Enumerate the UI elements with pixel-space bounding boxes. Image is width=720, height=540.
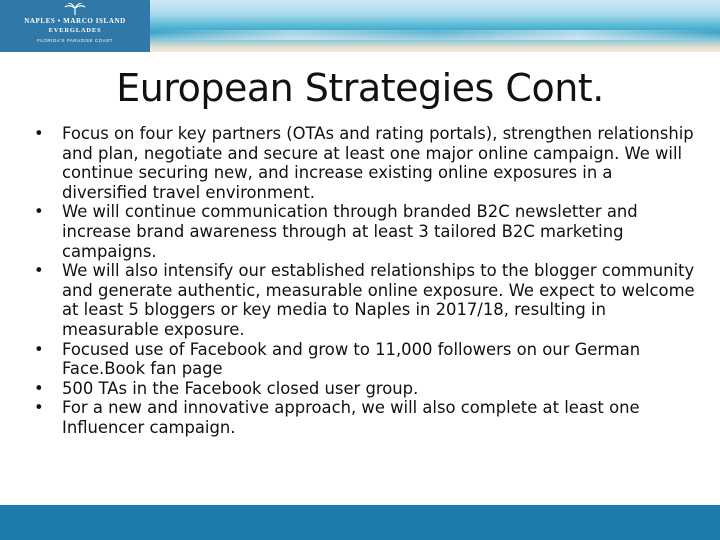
palm-emblem-icon (64, 3, 86, 15)
bullet-text: We will continue communication through branded B2C newsletter and increase brand awareness through at least 3 tailored B2C marketing campaigns. (62, 202, 638, 261)
bullet-text: Focused use of Facebook and grow to 11,000 followers on our German Face.Book fan page (62, 339, 641, 379)
bullet-text: Focus on four key partners (OTAs and rating portals), strengthen relationship and plan, negotiate and secure at least one major online campaign. We will continue securing new, and increase existing online exposures in a diversified travel environment. (62, 124, 694, 202)
bullet-dot: • (34, 339, 44, 359)
footer-bar (0, 505, 720, 540)
bullet-dot: • (34, 202, 44, 222)
logo-tagline: FLORIDA'S PARADISE COAST (37, 38, 113, 43)
ocean-wave-decoration (150, 30, 720, 40)
brand-logo (0, 0, 150, 52)
bullet-text: For a new and innovative approach, we will also complete at least one Influencer campaign. (62, 398, 640, 437)
bullet-item (34, 202, 696, 261)
bullet-dot: • (34, 398, 44, 418)
bullet-text: We will also intensify our established relationships to the blogger community and generate authentic, measurable online exposure. We expect to welcome at least 5 bloggers or key media to Naples in 2017/18, resulting in measurable exposure. (62, 261, 695, 339)
bullet-dot: • (34, 261, 44, 281)
bullet-dot: • (34, 124, 44, 143)
bullet-item (34, 261, 696, 339)
bullet-item (34, 124, 696, 202)
bullet-dot: • (34, 378, 44, 398)
bullet-text: 500 TAs in the Facebook closed user group. (62, 378, 419, 398)
header-banner (0, 0, 720, 52)
bullet-list (34, 124, 696, 438)
bullet-item (34, 340, 696, 379)
bullet-item (34, 398, 696, 437)
bullet-item (34, 379, 696, 399)
logo-text-primary: NAPLES • MARCO ISLAND (24, 17, 126, 25)
logo-text-secondary: EVERGLADES (48, 27, 102, 34)
slide-title: European Strategies Cont. (116, 66, 604, 110)
